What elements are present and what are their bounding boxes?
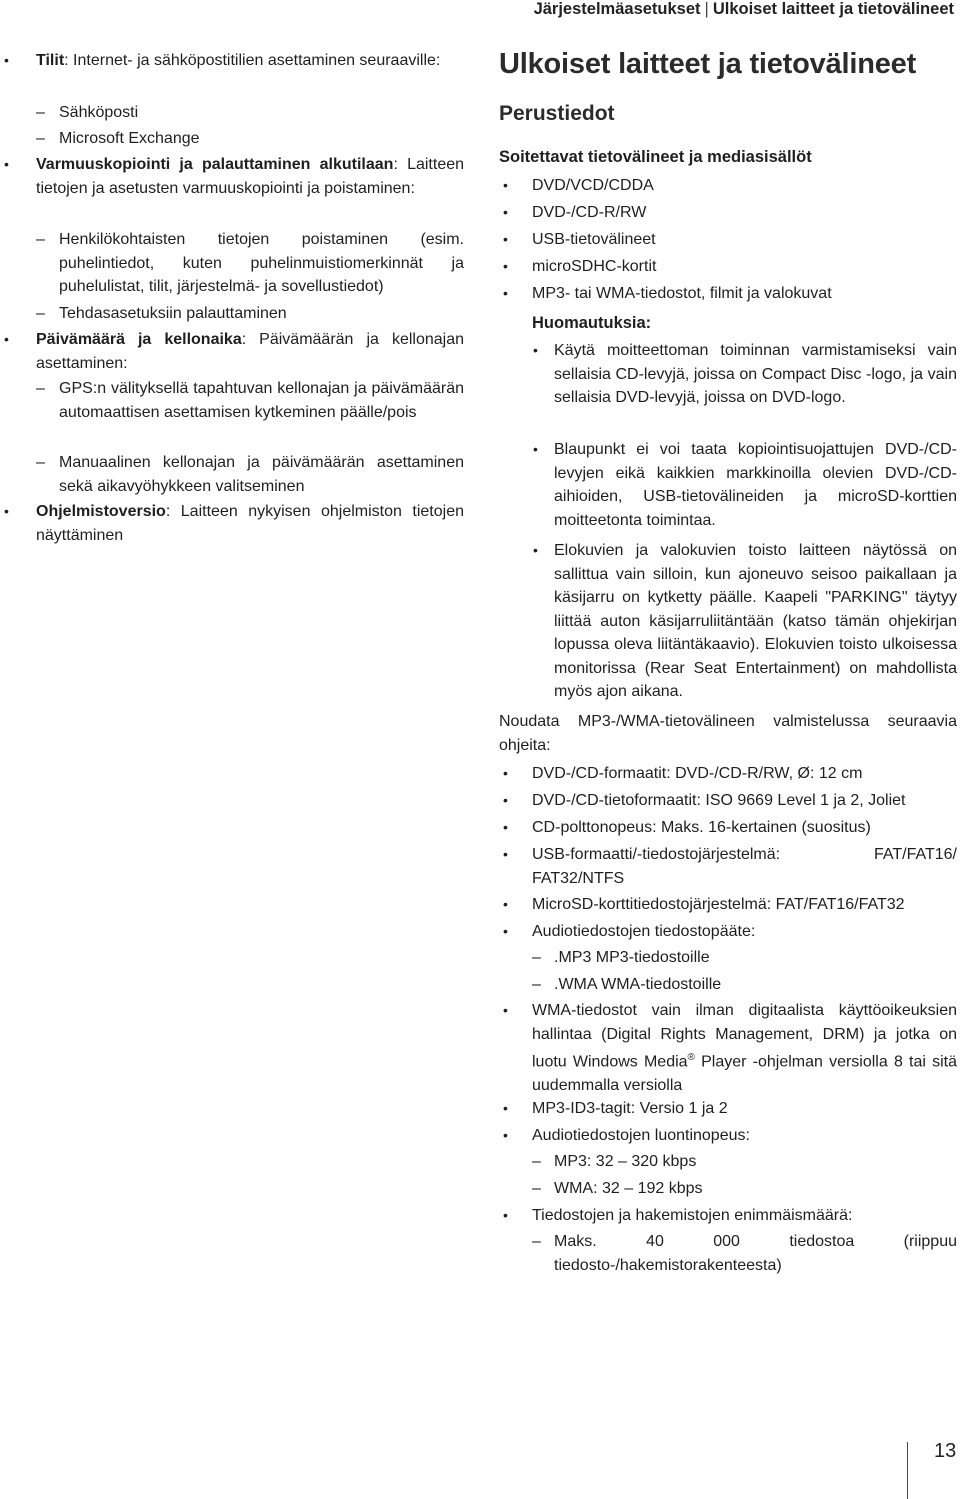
page-number-divider <box>907 1442 908 1499</box>
tilit-paragraph <box>36 49 464 73</box>
spec-item: CD-polttonopeus: Maks. 16-kertainen (suositus) <box>532 819 871 836</box>
varmuus-paragraph <box>36 153 464 200</box>
tilit-item: Sähköposti <box>59 104 139 121</box>
notes-heading: Huomautuksia: <box>532 314 652 332</box>
dash: – <box>532 1180 541 1197</box>
section-subtitle: Perustiedot <box>499 102 615 125</box>
paivamaara-label: Päivämäärä ja kellonaika <box>36 331 242 348</box>
registered-mark: ® <box>687 1052 695 1063</box>
tilit-text: : Internet- ja sähköpostitilien asettaminen seuraaville: <box>64 52 441 69</box>
ohjelmisto-text: : Laitteen nykyisen ohjelmiston tietojen näyttäminen <box>36 503 464 544</box>
bullet: • <box>503 285 508 301</box>
bullet: • <box>503 1127 508 1143</box>
dash: – <box>532 976 541 993</box>
bullet: • <box>4 156 9 172</box>
bullet: • <box>533 441 538 457</box>
spec-item: DVD-/CD-formaatit: DVD-/CD-R/RW, Ø: 12 cm <box>532 765 863 782</box>
note: Käytä moitteettoman toiminnan varmistamiseksi vain sellaisia CD-levyjä, joissa on Compact Disc -logo, ja vain sellaisia DVD-levyjä, joissa on DVD-logo. <box>554 342 957 406</box>
dash: – <box>532 949 541 966</box>
bullet: • <box>4 503 9 519</box>
note: Blaupunkt ei voi taata kopiointisuojattujen DVD-/CD-levyjen eikä kaikkien markkinoilla olevien DVD-/CD-aihioiden, USB-tietovälineiden ja microSD-korttien moitteetonta toimintaa. <box>554 441 957 529</box>
bullet: • <box>503 1002 508 1018</box>
running-header <box>534 0 954 19</box>
spec-item: MicroSD-korttitiedostojärjestelmä: FAT/FAT16/FAT32 <box>532 896 905 913</box>
id3-item: MP3-ID3-tagit: Versio 1 ja 2 <box>532 1100 728 1117</box>
paivamaara-item: Manuaalinen kellonajan ja päivämäärän asettaminen sekä aikavyöhykkeen valitseminen <box>59 454 464 495</box>
ohjelmisto-label: Ohjelmistoversio <box>36 503 166 520</box>
wma-text-2: Player -ohjelman versiolla 8 tai sitä uudemmalla versiolla <box>532 1053 957 1094</box>
header-section: Järjestelmäasetukset <box>533 0 701 18</box>
varmuus-item: Tehdasasetuksiin palauttaminen <box>59 305 287 322</box>
maxfiles-heading: Tiedostojen ja hakemistojen enimmäismäärä: <box>532 1207 853 1224</box>
spec-item: USB-formaatti/-tiedostojärjestelmä: FAT/FAT16/ FAT32/NTFS <box>532 846 957 887</box>
header-chapter: Ulkoiset laitteet ja tietovälineet <box>712 0 954 18</box>
tilit-label: Tilit <box>36 52 65 69</box>
tilit-item: Microsoft Exchange <box>59 130 200 147</box>
bullet: • <box>503 1207 508 1223</box>
bullet: • <box>503 1100 508 1116</box>
dash: – <box>36 231 45 248</box>
varmuus-item: Henkilökohtaisten tietojen poistaminen (esim. puhelintiedot, kuten puhelinmuistiomerkinnät ja puhelulistat, tilit, järjestelmä- ja sovellustiedot) <box>59 231 464 295</box>
dash: – <box>36 305 45 322</box>
media-item: DVD/VCD/CDDA <box>532 177 654 194</box>
bullet: • <box>503 765 508 781</box>
dash: – <box>36 380 45 397</box>
media-heading: Soitettavat tietovälineet ja mediasisällöt <box>499 148 812 166</box>
bullet: • <box>503 792 508 808</box>
intro-paragraph: Noudata MP3-/WMA-tietovälineen valmistelussa seuraavia ohjeita: <box>499 713 957 754</box>
media-item: microSDHC-kortit <box>532 258 657 275</box>
bitrate-item: WMA: 32 – 192 kbps <box>554 1180 703 1197</box>
dash: – <box>36 130 45 147</box>
header-separator: | <box>704 0 709 18</box>
extension-item: .WMA WMA-tiedostoille <box>554 976 722 993</box>
bullet: • <box>503 846 508 862</box>
varmuus-text: : Laitteen tietojen ja asetusten varmuuskopiointi ja poistaminen: <box>36 156 465 197</box>
paivamaara-paragraph <box>36 328 464 375</box>
spec-item: DVD-/CD-tietoformaatit: ISO 9669 Level 1 ja 2, Joliet <box>532 792 906 809</box>
bullet: • <box>503 231 508 247</box>
dash: – <box>36 104 45 121</box>
bullet: • <box>4 331 9 347</box>
bullet: • <box>503 923 508 939</box>
bullet: • <box>533 342 538 358</box>
paivamaara-text: : Päivämäärän ja kellonajan asettaminen: <box>36 331 464 372</box>
dash: – <box>532 1153 541 1170</box>
bitrate-heading: Audiotiedostojen luontinopeus: <box>532 1127 750 1144</box>
media-item: MP3- tai WMA-tiedostot, filmit ja valokuvat <box>532 285 832 302</box>
paivamaara-item: GPS:n välityksellä tapahtuvan kellonajan ja päivämäärän automaattisen asettamisen kytkeminen päälle/pois <box>59 380 464 421</box>
bullet: • <box>503 177 508 193</box>
bullet: • <box>4 52 9 68</box>
extension-item: .MP3 MP3-tiedostoille <box>554 949 710 966</box>
wma-text-1: WMA-tiedostot vain ilman digitaalista käyttöoikeuksien hallintaa (Digital Rights Management, DRM) ja jotka on luotu Windows Media <box>532 1002 957 1071</box>
bullet: • <box>503 258 508 274</box>
wma-drm-item <box>532 999 957 1097</box>
note: Elokuvien ja valokuvien toisto laitteen näytössä on sallittua vain silloin, kun ajoneuvo seisoo paikallaan ja käsijarru on kytketty päälle. Kaapeli "PARKING" täytyy liittää auton käsijarruliitäntään (katso tämän ohjekirjan lopussa oleva liitäntäkaavio). Elokuvien toisto ulkoisessa monitorissa (Rear Seat Entertainment) on mahdollista myös ajon aikana. <box>554 542 957 700</box>
bitrate-item: MP3: 32 – 320 kbps <box>554 1153 697 1170</box>
bullet: • <box>503 204 508 220</box>
media-item: DVD-/CD-R/RW <box>532 204 647 221</box>
page-number: 13 <box>934 1440 957 1462</box>
bullet: • <box>533 542 538 558</box>
bullet: • <box>503 896 508 912</box>
maxfiles-item: Maks. 40 000 tiedostoa (riippuu tiedosto-/hakemistorakenteesta) <box>554 1233 957 1274</box>
dash: – <box>36 454 45 471</box>
bullet: • <box>503 819 508 835</box>
media-item: USB-tietovälineet <box>532 231 656 248</box>
varmuus-label: Varmuuskopiointi ja palauttaminen alkutilaan <box>36 156 394 173</box>
ohjelmisto-paragraph <box>36 500 464 547</box>
spec-item: Audiotiedostojen tiedostopääte: <box>532 923 756 940</box>
section-title: Ulkoiset laitteet ja tietovälineet <box>499 48 917 80</box>
dash: – <box>532 1233 541 1250</box>
